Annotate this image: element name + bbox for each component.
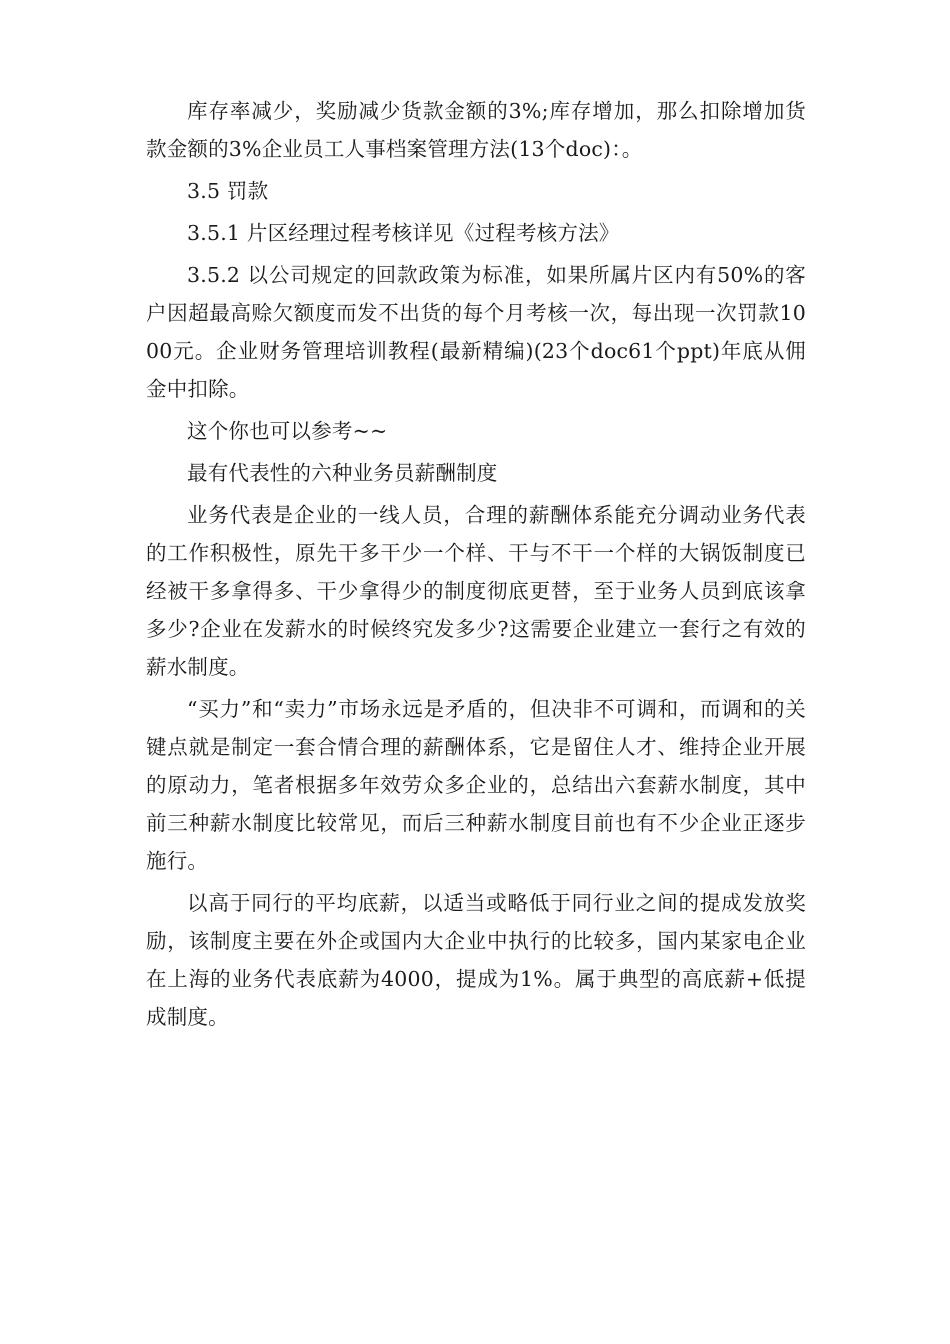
paragraph-high-base-salary: 以高于同行的平均底薪，以适当或略低于同行业之间的提成发放奖励，该制度主要在外企或国内大企业中执行的比较多，国内某家电企业在上海的业务代表底薪为4000，提成为1%。属于典型的高底薪+低提成制度。 (146, 891, 806, 1029)
paragraph-3-5-2: 3.5.2 以公司规定的回款政策为标准，如果所属片区内有50%的客户因超最高赊欠额度而发不出货的每个月考核一次，每出现一次罚款1000元。企业财务管理培训教程(最新精编)(23个doc61个ppt)年底从佣金中扣除。 (146, 263, 806, 401)
paragraph-3-5-1: 3.5.1 片区经理过程考核详见《过程考核方法》 (187, 221, 620, 245)
section-heading-penalty: 3.5 罚款 (187, 179, 269, 203)
document-page (146, 92, 806, 1040)
paragraph-intro: 业务代表是企业的一线人员，合理的薪酬体系能充分调动业务代表的工作积极性，原先干多干少一个样、干与不干一个样的大锅饭制度已经被干多拿得多、干少拿得少的制度彻底更替，至于业务人员到底该拿多少?企业在发薪水的时候终究发多少?这需要企业建立一套行之有效的薪水制度。 (146, 503, 806, 679)
article-title: 最有代表性的六种业务员薪酬制度 (187, 461, 498, 485)
paragraph-inventory-bonus: 库存率减少，奖励减少货款金额的3%;库存增加，那么扣除增加货款金额的3%企业员工人事档案管理方法(13个doc)：。 (146, 99, 806, 161)
paragraph-reference-note: 这个你也可以参考~~ (187, 419, 388, 443)
paragraph-market: “买力”和“卖力”市场永远是矛盾的，但决非不可调和，而调和的关键点就是制定一套合情合理的薪酬体系，它是留住人才、维持企业开展的原动力，笔者根据多年效劳众多企业的，总结出六套薪水制度，其中前三种薪水制度比较常见，而后三种薪水制度目前也有不少企业正逐步施行。 (146, 697, 806, 873)
